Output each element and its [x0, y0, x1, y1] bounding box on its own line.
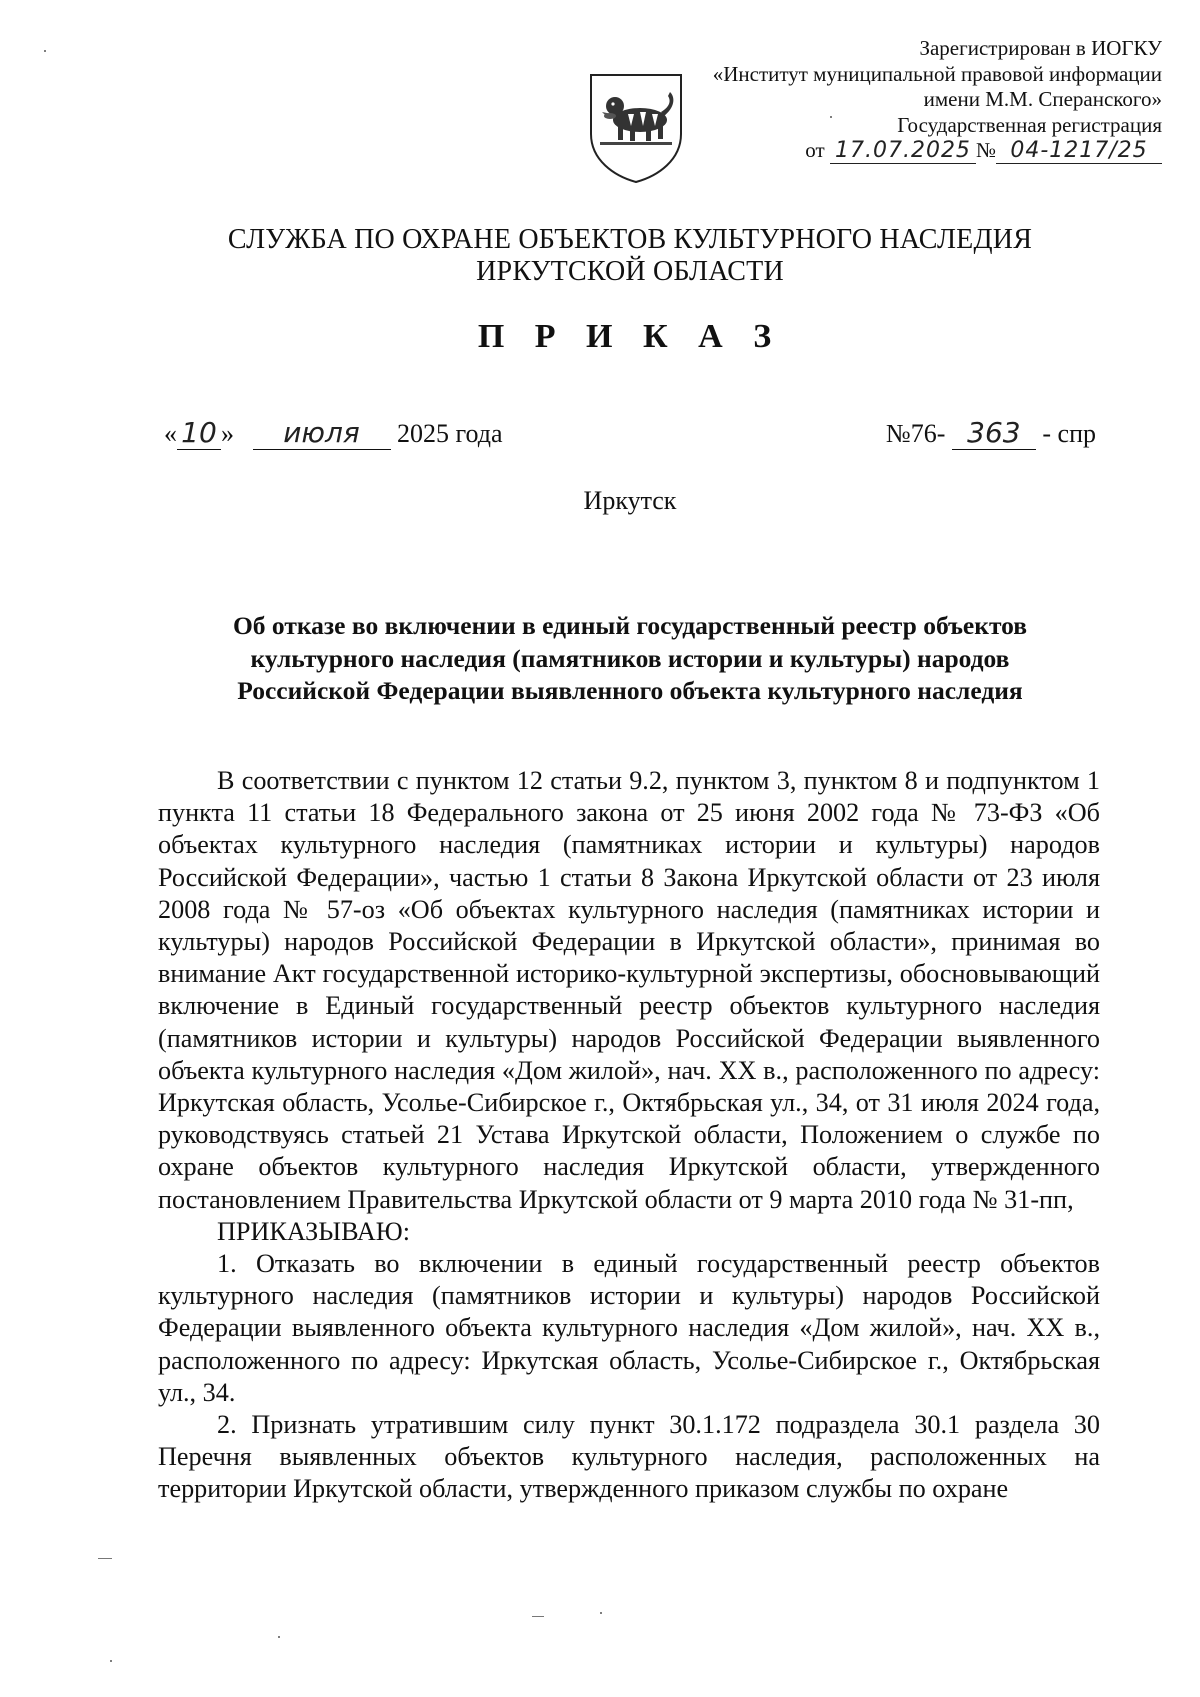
order-date	[164, 418, 503, 450]
date-day-field	[177, 418, 221, 450]
agency-name-line-1: СЛУЖБА ПО ОХРАНЕ ОБЪЕКТОВ КУЛЬТУРНОГО НАСЛЕДИЯ	[227, 224, 1033, 255]
registration-number-prefix: №	[975, 138, 996, 162]
scan-speck	[278, 1636, 280, 1638]
date-month-field	[253, 418, 391, 450]
order-number-prefix: №76-	[885, 419, 946, 448]
subject-line-2: культурного наследия (памятников истории и культуры) народов	[250, 643, 1010, 673]
order-number	[886, 418, 1096, 450]
order-number-field	[952, 418, 1036, 450]
order-number-suffix: - спр	[1042, 419, 1096, 448]
document-type-title: П Р И К А З	[477, 318, 783, 355]
date-year-text: 2025 года	[397, 419, 503, 448]
registration-block	[602, 36, 1162, 164]
registration-line-1: Зарегистрирован в ИОГКУ	[919, 36, 1162, 60]
date-month-handwritten: июля	[283, 416, 360, 449]
scan-dash	[532, 1616, 544, 1617]
order-item-1: 1. Отказать во включении в единый государственный реестр объектов культурного наследия (памятников истории и культуры) народов Российской Федерации выявленного объекта культурного наследия «Дом жилой», нач. XX в., расположенного по адресу: Иркутская область, Усолье-Сибирское г., Октябрьская ул., 34.	[158, 1249, 1100, 1407]
scan-speck	[830, 116, 832, 118]
order-body	[158, 765, 1100, 1506]
preamble-paragraph: В соответствии с пунктом 12 статьи 9.2, пунктом 3, пунктом 8 и подпунктом 1 пункта 11 статьи 18 Федерального закона от 25 июня 2002 года № 73-ФЗ «Об объектах культурного наследия (памятниках истории и культуры) народов Российской Федерации», частью 1 статьи 8 Закона Иркутской области от 23 июля 2008 года № 57-оз «Об объектах культурного наследия (памятниках истории и культуры) народов Российской Федерации в Иркутской области», принимая во внимание Акт государственной историко-культурной экспертизы, обосновывающий включение в Единый государственный реестр объектов культурного наследия (памятников истории и культуры) народов Российской Федерации выявленного объекта культурного наследия «Дом жилой», нач. XX в., расположенного по адресу: Иркутская область, Усолье-Сибирское г., Октябрьская ул., 34, от 31 июля 2024 года, руководствуясь статьей 21 Устава Иркутской области, Положением о службе по охране объектов культурного наследия Иркутской области, утвержденного постановлением Правительства Иркутской области от 9 марта 2010 года № 31-пп,	[158, 766, 1100, 1214]
city-name: Иркутск	[583, 486, 677, 515]
registration-line-4: Государственная регистрация	[897, 112, 1162, 137]
irkutsk-coat-of-arms-icon	[588, 72, 684, 184]
registration-date-handwritten-field	[830, 138, 976, 164]
registration-number-line	[602, 138, 1162, 164]
order-word: ПРИКАЗЫВАЮ:	[217, 1216, 410, 1246]
scan-speck	[44, 50, 46, 52]
scan-speck	[110, 1660, 112, 1662]
registration-date-handwritten: 17.07.2025	[834, 138, 971, 163]
registration-number-handwritten-field	[996, 138, 1162, 164]
agency-name-line-2: ИРКУТСКОЙ ОБЛАСТИ	[476, 256, 784, 287]
date-open-quote: «	[164, 419, 177, 448]
order-item-2: 2. Признать утратившим силу пункт 30.1.172 подраздела 30.1 раздела 30 Перечня выявленных объектов культурного наследия, расположенных на территории Иркутской области, утвержденного приказом службы по охране	[158, 1410, 1100, 1504]
order-subject	[170, 610, 1090, 708]
registration-from-prefix: от	[805, 138, 825, 162]
date-close-quote: »	[221, 419, 234, 448]
subject-line-3: Российской Федерации выявленного объекта культурного наследия	[237, 676, 1023, 705]
agency-name	[0, 224, 1200, 288]
date-day-handwritten: 10	[181, 416, 217, 449]
order-number-handwritten: 363	[967, 416, 1021, 449]
registration-line-3: имени М.М. Сперанского»	[923, 87, 1162, 111]
registration-number-handwritten: 04-1217/25	[1010, 138, 1148, 163]
scan-dash	[98, 1558, 112, 1559]
subject-line-1: Об отказе во включении в единый государственный реестр объектов	[232, 611, 1028, 640]
registration-line-2: «Институт муниципальной правовой информации	[712, 61, 1162, 86]
scan-speck	[600, 1612, 602, 1614]
